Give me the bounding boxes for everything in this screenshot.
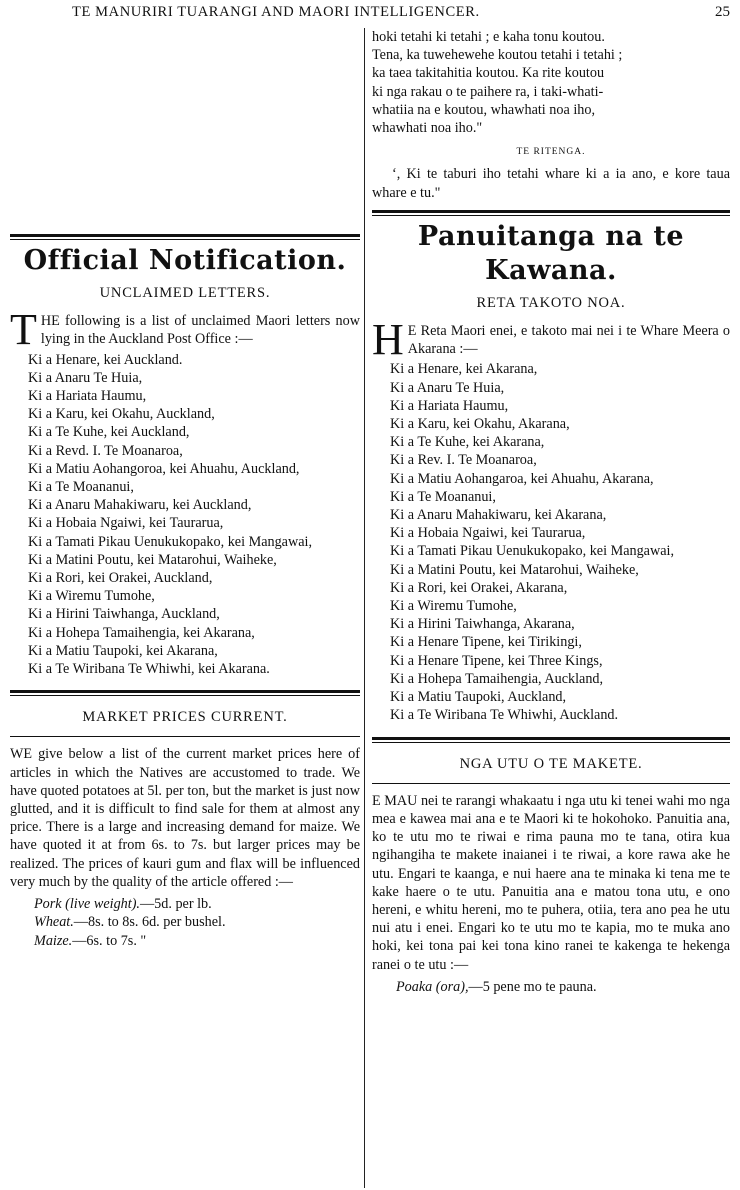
ritenga-heading: TE RITENGA. <box>516 147 586 158</box>
list-item: Ki a Anaru Mahakiwaru, kei Auckland, <box>28 497 252 514</box>
list-item: Ki a Rori, kei Orakei, Akarana, <box>390 579 568 596</box>
reta-list <box>372 360 730 724</box>
list-item: Ki a Matiu Taupoki, kei Akarana, <box>28 642 218 659</box>
price-value: —8s. to 8s. 6d. per bushel. <box>73 914 226 931</box>
section-rule <box>10 736 360 737</box>
dropcap: T <box>10 305 37 355</box>
page-number: 25 <box>715 4 730 20</box>
price-list <box>10 895 360 950</box>
text-line: whatiia na e koutou, whawhati noa iho, <box>372 101 596 118</box>
list-item: Ki a Anaru Te Huia, <box>390 379 505 396</box>
list-item: Ki a Hobaia Ngaiwi, kei Taurarua, <box>28 515 224 532</box>
list-item: Ki a Te Wiribana Te Whiwhi, Auckland. <box>390 707 619 724</box>
price-value: —5 pene mo te pauna. <box>468 978 597 995</box>
section-rule <box>372 210 730 216</box>
list-item: Ki a Karu, kei Okahu, Auckland, <box>28 406 215 423</box>
left-intro <box>10 305 360 355</box>
newspaper-title: TE MANURIRI TUARANGI AND MAORI INTELLIGENCER. <box>72 4 480 20</box>
price-item: Poaka (ora), <box>396 978 469 995</box>
price-list <box>372 978 730 996</box>
section-rule <box>372 783 730 784</box>
list-item: Ki a Te Wiribana Te Whiwhi, kei Akarana. <box>28 661 270 678</box>
left-column <box>10 28 360 950</box>
price-row <box>372 978 730 996</box>
right-column <box>372 28 730 996</box>
list-item: Ki a Tamati Pikau Uenukukopako, kei Mangawai, <box>390 543 675 560</box>
section-rule <box>372 737 730 743</box>
price-value: —6s. to 7s. " <box>72 932 147 949</box>
price-item: Maize. <box>34 932 73 949</box>
list-item: Ki a Anaru Te Huia, <box>28 369 143 386</box>
list-item: Ki a Henare Tipene, kei Three Kings, <box>390 652 603 669</box>
list-item: Ki a Matini Poutu, kei Matarohui, Waiheke, <box>390 561 639 578</box>
price-row <box>10 932 360 950</box>
reta-takoto-noa-heading: RETA TAKOTO NOA. <box>476 294 626 311</box>
list-item: Ki a Henare, kei Akarana, <box>390 361 538 378</box>
list-item: Ki a Hobaia Ngaiwi, kei Taurarua, <box>390 525 586 542</box>
list-item: Ki a Te Kuhe, kei Akarana, <box>390 434 545 451</box>
price-row <box>10 913 360 931</box>
left-top-spacer <box>10 28 360 234</box>
right-top-text <box>372 28 730 137</box>
price-row <box>10 895 360 913</box>
text-line: hoki tetahi ki tetahi ; e kaha tonu koutou. <box>372 29 605 45</box>
text-line: Tena, ka tuwehewehe koutou tetahi i tetahi ; <box>372 47 623 64</box>
dropcap: H <box>372 315 404 365</box>
list-item: Ki a Revd. I. Te Moanaroa, <box>28 442 183 459</box>
list-item: Ki a Hariata Haumu, <box>28 388 147 405</box>
price-value: —5d. per lb. <box>139 896 212 913</box>
price-item: Wheat. <box>34 914 74 931</box>
right-intro <box>372 315 730 365</box>
ritenga-text: ‘, Ki te taburi iho tetahi whare ki a ia ano, e kore taua whare e tu." <box>372 166 730 201</box>
right-intro-text: E Reta Maori enei, e takoto mai nei i te Whare Meera o Akarana :— <box>407 323 730 358</box>
section-rule <box>10 690 360 696</box>
section-rule <box>10 234 360 240</box>
list-item: Ki a Henare, kei Auckland. <box>28 351 183 368</box>
list-item: Ki a Te Kuhe, kei Auckland, <box>28 424 190 441</box>
text-line: ka taea takitahitia koutou. Ka rite koutou <box>372 65 605 82</box>
market-prices-heading: MARKET PRICES CURRENT. <box>82 709 288 726</box>
list-item: Ki a Karu, kei Okahu, Akarana, <box>390 416 570 433</box>
page-header <box>10 4 730 26</box>
list-item: Ki a Rev. I. Te Moanaroa, <box>390 452 537 469</box>
list-item: Ki a Tamati Pikau Uenukukopako, kei Mangawai, <box>28 533 313 550</box>
unclaimed-letters-heading: UNCLAIMED LETTERS. <box>99 285 271 301</box>
text-line: ki nga rakau o te paihere ra, i taki-whati- <box>372 83 604 100</box>
nga-utu-heading: NGA UTU O TE MAKETE. <box>459 755 643 772</box>
list-item: Ki a Hirini Taiwhanga, Auckland, <box>28 606 220 623</box>
list-item: Ki a Te Moananui, <box>390 488 496 505</box>
list-item: Ki a Hohepa Tamaihengia, Auckland, <box>390 670 604 687</box>
list-item: Ki a Te Moananui, <box>28 479 134 496</box>
list-item: Ki a Henare Tipene, kei Tirikingi, <box>390 634 582 651</box>
market-paragraph: WE give below a list of the current market prices here of articles in which the Natives are accustomed to trade. We have quoted potatoes at 5l. per ton, but the market is just now glutted, and it is difficult to find sale for them at almost any price. There is a large and increasing demand for maize. We have quoted it at from 6s. to 7s. but larger prices may be realized. The prices of kauri gum and flax will be influenced very much by the quality of the article offered :— <box>10 746 360 890</box>
list-item: Ki a Hariata Haumu, <box>390 397 509 414</box>
official-notification-title: Official Notification. <box>23 245 347 276</box>
makete-paragraph: E MAU nei te rarangi whakaatu i nga utu ki tenei wahi mo nga mea e kawea mai ana e te Maori ki te hokohoko. Panuitia ana, ko te utu mo te riwai e rima pauna mo te tana, otira kua ngihangiha te makete inaianei i te riwai, a kore rawa ake he utu. Engari te kaanga, e nui haere ana te minaka ki tena me te kake haere o te utu. Panuitia ana e matou tona utu, e ono hereni, e whitu hereni, mo te puhera, otiia, tera ano pea he utu nui atu i enei. Engari ko te utu mo te kapia, mo te muka ano hoki, kei tona pai kei tona kino ranei te kakenga te hekenga ranei o te utu :— <box>372 792 730 973</box>
list-item: Ki a Hirini Taiwhanga, Akarana, <box>390 616 575 633</box>
price-item: Pork (live weight). <box>34 896 140 913</box>
list-item: Ki a Hohepa Tamaihengia, kei Akarana, <box>28 624 255 641</box>
list-item: Ki a Anaru Mahakiwaru, kei Akarana, <box>390 507 607 524</box>
column-divider <box>364 28 365 1188</box>
list-item: Ki a Rori, kei Orakei, Auckland, <box>28 570 213 587</box>
list-item: Ki a Matiu Taupoki, Auckland, <box>390 689 567 706</box>
list-item: Ki a Matiu Aohangaroa, kei Ahuahu, Akarana, <box>390 470 654 487</box>
left-intro-text: HE following is a list of unclaimed Maori letters now lying in the Auckland Post Office :— <box>40 313 360 348</box>
unclaimed-letters-list <box>10 351 360 679</box>
list-item: Ki a Matini Poutu, kei Matarohui, Waiheke, <box>28 551 277 568</box>
list-item: Ki a Wiremu Tumohe, <box>390 598 517 615</box>
list-item: Ki a Matiu Aohangoroa, kei Ahuahu, Auckland, <box>28 460 300 477</box>
text-line: whawhati noa iho." <box>372 120 483 137</box>
panuitanga-title: Panuitanga na te Kawana. <box>417 220 685 286</box>
list-item: Ki a Wiremu Tumohe, <box>28 588 155 605</box>
